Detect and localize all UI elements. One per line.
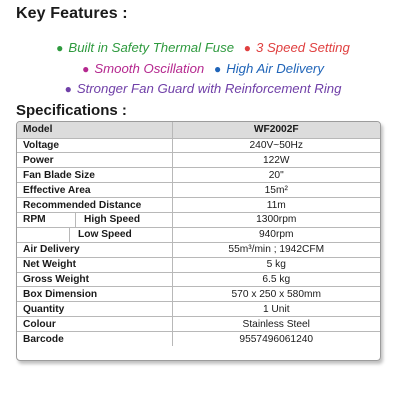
features-row-3	[0, 79, 400, 100]
table-row	[17, 198, 380, 213]
feature-text: Stronger Fan Guard with Reinforcement Ring	[76, 81, 342, 96]
feature-item	[76, 61, 204, 76]
row-label: Colour	[17, 317, 172, 332]
row-label: Fan Blade Size	[17, 168, 172, 183]
row-value: 240V~50Hz	[172, 138, 380, 153]
table-row	[17, 212, 380, 227]
row-label: Quantity	[17, 302, 172, 317]
bullet-dot-icon: ●	[213, 61, 222, 76]
row-label: Barcode	[17, 332, 172, 347]
row-label: Box Dimension	[17, 287, 172, 302]
specifications-table	[16, 121, 381, 361]
specifications-heading: Specifications :	[16, 102, 127, 119]
row-value: 1 Unit	[172, 302, 380, 317]
table-row	[17, 227, 380, 242]
bullet-dot-icon: ●	[243, 41, 251, 55]
row-value: 11m	[172, 198, 380, 213]
feature-text: Smooth Oscillation	[94, 60, 205, 76]
feature-item	[50, 40, 234, 55]
row-value: 5 kg	[172, 257, 380, 272]
row-label: Effective Area	[17, 183, 172, 198]
table-row	[17, 153, 380, 168]
row-value: 9557496061240	[172, 332, 380, 347]
rpm-low-value: 940rpm	[172, 227, 380, 242]
row-value: 20"	[172, 168, 380, 183]
table-row	[17, 287, 380, 302]
features-row-2	[0, 59, 400, 80]
row-label: Power	[17, 153, 172, 168]
table-row	[17, 317, 380, 332]
table-row	[17, 168, 380, 183]
row-value: Stainless Steel	[172, 317, 380, 332]
feature-text: 3 Speed Setting	[255, 40, 350, 55]
rpm-low-label: Low Speed	[78, 229, 132, 241]
bullet-dot-icon: ●	[56, 41, 64, 55]
rpm-high-label: High Speed	[84, 214, 141, 226]
row-value: 55m³/min ; 1942CFM	[172, 242, 380, 257]
bullet-dot-icon: ●	[64, 82, 72, 96]
feature-text: High Air Delivery	[226, 60, 324, 76]
row-value: 15m²	[172, 183, 380, 198]
table-row	[17, 272, 380, 287]
feature-text: Built in Safety Thermal Fuse	[68, 40, 235, 55]
header-label: Model	[17, 122, 172, 138]
table-row	[17, 257, 380, 272]
row-label: Air Delivery	[17, 242, 172, 257]
key-features-heading: Key Features :	[16, 5, 128, 22]
header-model-value: WF2002F	[172, 122, 380, 138]
rpm-high-value: 1300rpm	[172, 212, 380, 227]
table-row	[17, 302, 380, 317]
features-list	[0, 38, 400, 100]
rpm-merged-spacer	[17, 228, 70, 242]
table-row	[17, 332, 380, 347]
feature-item	[208, 61, 324, 76]
bullet-dot-icon: ●	[82, 61, 90, 76]
feature-item	[59, 81, 342, 96]
rpm-cell	[17, 212, 172, 227]
table-row	[17, 138, 380, 153]
table-row	[17, 183, 380, 198]
row-label: Voltage	[17, 138, 172, 153]
table-row	[17, 242, 380, 257]
row-value: 122W	[172, 153, 380, 168]
row-label: Net Weight	[17, 257, 172, 272]
row-value: 6.5 kg	[172, 272, 380, 287]
rpm-label: RPM	[17, 213, 76, 227]
table-header-row	[17, 122, 380, 138]
rpm-low-cell	[17, 227, 172, 242]
feature-item	[238, 40, 350, 55]
row-value: 570 x 250 x 580mm	[172, 287, 380, 302]
row-label: Recommended Distance	[17, 198, 172, 213]
row-label: Gross Weight	[17, 272, 172, 287]
features-row-1	[0, 38, 400, 59]
